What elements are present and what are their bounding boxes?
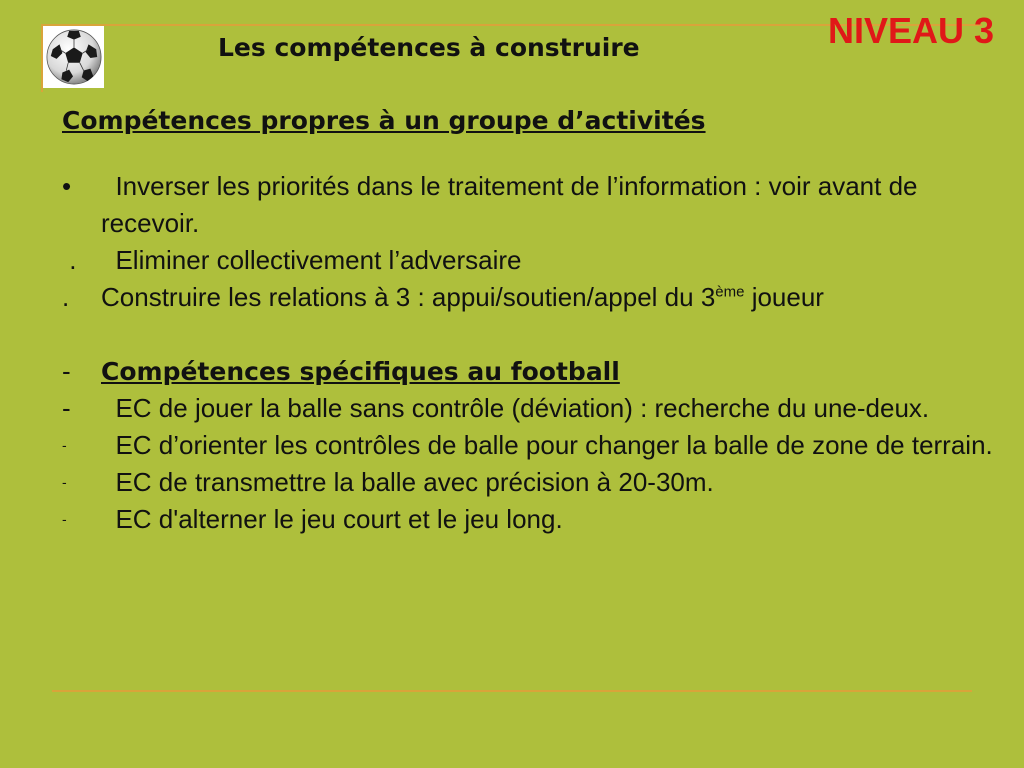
section-heading-football: Compétences spécifiques au football (101, 357, 620, 386)
list-item-text: EC de transmettre la balle avec précision à 20-30m. (101, 467, 714, 497)
dash-marker: - (62, 474, 67, 490)
list-item (62, 168, 1002, 242)
level-badge: NIVEAU 3 (827, 10, 994, 51)
page-title: Les compétences à construire (218, 33, 640, 62)
list-item (62, 390, 1002, 427)
bullet-marker: . (62, 245, 77, 275)
bullet-marker: • (62, 171, 72, 201)
spacer (62, 316, 1002, 353)
slide-content (62, 102, 1002, 538)
list-item-text: EC d’orienter les contrôles de balle pour changer la balle de zone de terrain. (101, 430, 993, 460)
list-item-text-end: joueur (744, 282, 824, 312)
list-item-text: Construire les relations à 3 : appui/soutien/appel du 3 (101, 282, 716, 312)
dash-marker: - (62, 511, 67, 527)
list-item-text: Eliminer collectivement l’adversaire (101, 245, 522, 275)
list-item (62, 501, 1002, 538)
list-item-text: Inverser les priorités dans le traitement de l’information : voir avant de recevoir. (101, 171, 925, 238)
section-heading-row (62, 353, 1002, 390)
dash-marker: - (62, 356, 71, 386)
bullet-marker: . (62, 282, 70, 312)
list-item (62, 427, 1002, 464)
logo (43, 26, 104, 88)
dash-marker: - (62, 437, 67, 453)
list-item (62, 242, 1002, 279)
list-item-text: EC de jouer la balle sans contrôle (déviation) : recherche du une-deux. (101, 393, 930, 423)
superscript: ème (715, 283, 745, 301)
list-item (62, 464, 1002, 501)
soccer-ball-icon (45, 28, 103, 86)
list-item (62, 279, 1002, 316)
list-item-text: EC d'alterner le jeu court et le jeu long. (101, 504, 563, 534)
dash-marker: - (62, 393, 71, 423)
bottom-divider (52, 690, 972, 692)
section-heading-activities: Compétences propres à un groupe d’activités (62, 106, 706, 135)
